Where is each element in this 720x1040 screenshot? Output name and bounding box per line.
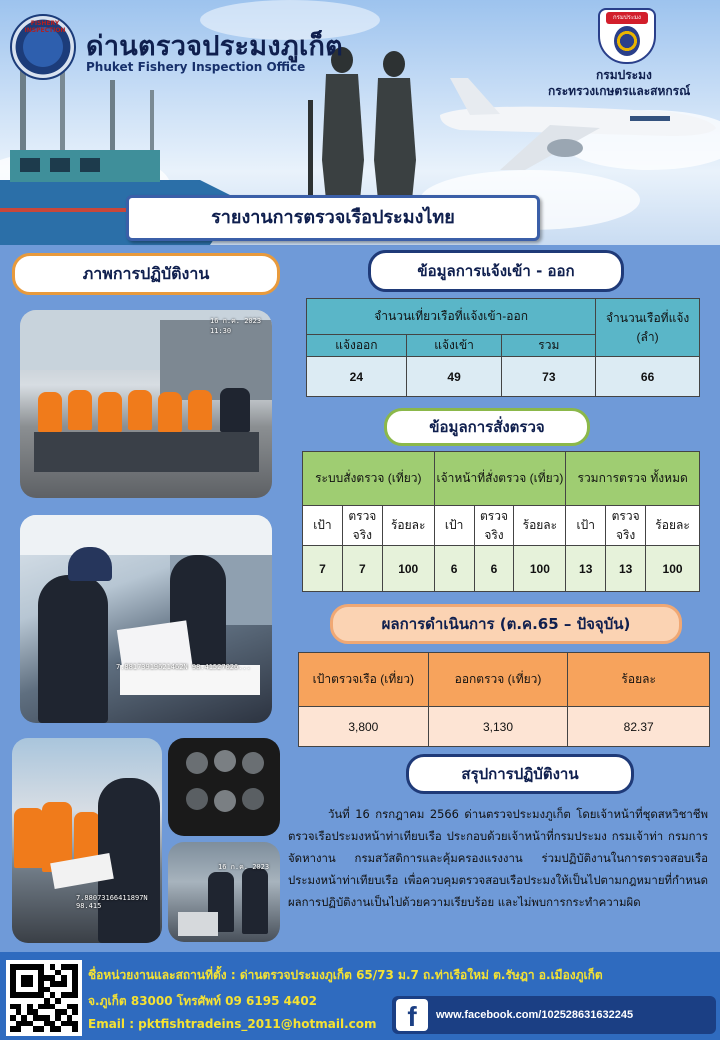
results-table xyxy=(298,652,710,747)
col-target: เป้า xyxy=(303,506,343,546)
checkin-section-title: ข้อมูลการแจ้งเข้า - ออก xyxy=(368,250,624,292)
office-address-line2: จ.ภูเก็ต 83000 โทรศัพท์ 09 6195 4402 xyxy=(88,994,318,1008)
col-percent: ร้อยละ xyxy=(568,653,710,707)
order-value: 13 xyxy=(566,546,606,592)
value-total: 73 xyxy=(502,357,596,397)
results-section-title: ผลการดำเนินการ (ต.ค.65 – ปัจจุบัน) xyxy=(330,604,682,644)
checkin-table xyxy=(306,298,700,397)
fishery-inspection-logo xyxy=(10,14,76,80)
col-total: รวม xyxy=(502,335,596,357)
photo-pier-inspection xyxy=(168,842,280,942)
group-total: รวมการตรวจ ทั้งหมด xyxy=(566,452,700,506)
col-percent: ร้อยละ xyxy=(646,506,700,546)
order-value: 6 xyxy=(474,546,514,592)
facebook-icon[interactable]: f xyxy=(396,999,428,1031)
value-out: 24 xyxy=(307,357,407,397)
report-title-banner: รายงานการตรวจเรือประมงไทย xyxy=(126,195,540,241)
col-actual: ตรวจ จริง xyxy=(342,506,382,546)
seal-emblem-icon xyxy=(614,26,640,56)
col-percent: ร้อยละ xyxy=(514,506,566,546)
header-boats: จำนวนเรือที่แจ้ง (ลำ) xyxy=(596,299,700,357)
order-value: 100 xyxy=(382,546,434,592)
office-title-english: Phuket Fishery Inspection Office xyxy=(86,60,306,74)
photo-fish-hold xyxy=(168,738,280,836)
col-target: เป้า xyxy=(566,506,606,546)
value-percent: 82.37 xyxy=(568,707,710,747)
photo-timestamp: 16 ก.ค. 2023 11:30 xyxy=(210,317,262,335)
col-actual: ตรวจ จริง xyxy=(606,506,646,546)
ministry-name: กระทรวงเกษตรและสหกรณ์ xyxy=(548,84,691,98)
order-value: 13 xyxy=(606,546,646,592)
photo-crew-lineup xyxy=(20,310,272,498)
col-in: แจ้งเข้า xyxy=(406,335,502,357)
order-value: 7 xyxy=(303,546,343,592)
logo-ring-text: FISHERY INSPECTION xyxy=(24,20,66,34)
value-boats: 66 xyxy=(596,357,700,397)
operations-photos-title: ภาพการปฏิบัติงาน xyxy=(12,253,280,295)
department-of-fisheries-seal xyxy=(598,8,656,64)
orders-section-title: ข้อมูลการสั่งตรวจ xyxy=(384,408,590,446)
col-percent: ร้อยละ xyxy=(382,506,434,546)
office-title-thai: ด่านตรวจประมงภูเก็ต xyxy=(86,31,344,62)
summary-paragraph: วันที่ 16 กรกฎาคม 2566 ด่านตรวจประมงภูเก็ต โดยเจ้าหน้าที่ชุดสหวิชาชีพตรวจเรือประมงหน้าท่าเทียบเรือ ประกอบด้วยเจ้าหน้าที่กรมประมง กรมเจ้าท่า กรมการจัดหางาน กรมสวัสดิการและคุ้มครองแรงงาน ร่วมปฏิบัติงานในการตรวจสอบเรือประมงหน้าท่าเทียบเรือ เพื่อควบคุมตรวจสอบเรือประมงให้เป็นไปตามกฎหมายที่กำหนด ผลการปฏิบัติงานเป็นไปด้วยความเรียบร้อย และไม่พบการกระทำความผิด xyxy=(288,807,708,909)
value-inspected-trips: 3,130 xyxy=(428,707,568,747)
group-officer: เจ้าหน้าที่สั่งตรวจ (เที่ยว) xyxy=(434,452,566,506)
col-target-trips: เป้าตรวจเรือ (เที่ยว) xyxy=(299,653,429,707)
col-inspected-trips: ออกตรวจ (เที่ยว) xyxy=(428,653,568,707)
orders-table xyxy=(302,451,700,592)
photo-crew-checking xyxy=(12,738,162,943)
order-value: 7 xyxy=(342,546,382,592)
value-target-trips: 3,800 xyxy=(299,707,429,747)
photo-coordinates-2: 7.88073166411897N 98.415 xyxy=(76,894,148,910)
office-email[interactable]: Email : pktfishtradeins_2011@hotmail.com xyxy=(88,1017,377,1031)
facebook-url[interactable]: www.facebook.com/102528631632245 xyxy=(436,1009,634,1021)
office-address-line1: ชื่อหน่วยงานและสถานที่ตั้ง : ด่านตรวจประมงภูเก็ต 65/73 ม.7 ถ.ท่าเรือใหม่ ต.รัษฎา อ.เมืองภูเก็ต xyxy=(88,968,603,982)
col-actual: ตรวจ จริง xyxy=(474,506,514,546)
photo-coordinates: 7.88173919621462N 98.41527026... xyxy=(116,663,251,671)
group-system: ระบบสั่งตรวจ (เที่ยว) xyxy=(303,452,435,506)
photo-date: 16 ก.ค. 2023 xyxy=(218,863,270,871)
order-value: 100 xyxy=(646,546,700,592)
order-value: 6 xyxy=(434,546,474,592)
header-trips: จำนวนเที่ยวเรือที่แจ้งเข้า-ออก xyxy=(307,299,596,335)
summary-section-title: สรุปการปฏิบัติงาน xyxy=(406,754,634,794)
order-value: 100 xyxy=(514,546,566,592)
col-target: เป้า xyxy=(434,506,474,546)
qr-code[interactable] xyxy=(6,960,82,1036)
department-name: กรมประมง xyxy=(596,68,652,82)
col-out: แจ้งออก xyxy=(307,335,407,357)
value-in: 49 xyxy=(406,357,502,397)
photo-document-inspection xyxy=(20,515,272,723)
seal-label: กรมประมง xyxy=(606,12,648,24)
